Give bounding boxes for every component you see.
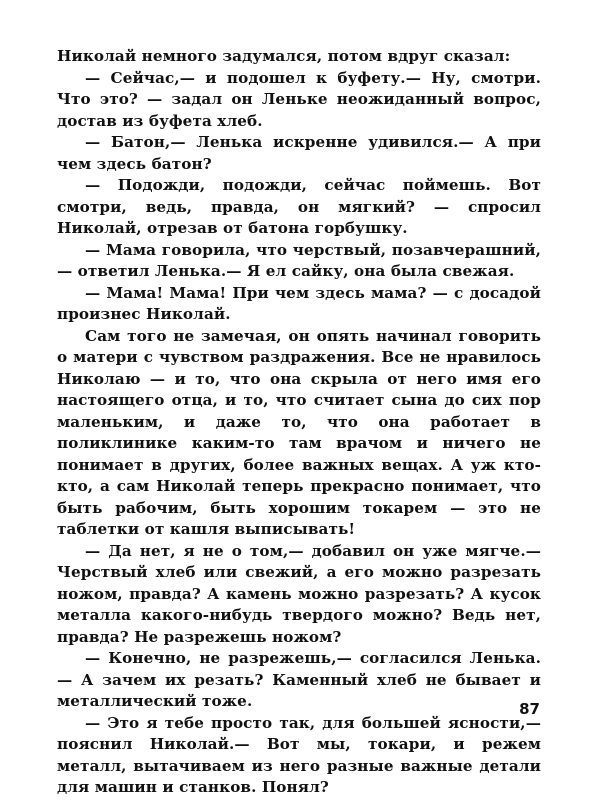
paragraph: Николай немного задумался, потом вдруг сказал: [57, 47, 511, 65]
paragraph: — Мама говорила, что черствый, позавчерашний,— ответил Ленька.— Я ел сайку, она была свежая. [57, 240, 541, 280]
paragraph: — Мама! Мама! При чем здесь мама? — с досадой произнес Николай. [57, 283, 541, 323]
paragraph: — Конечно, не разрежешь,— согласился Ленька.— А зачем их резать? Каменный хлеб не бывает и металлический тоже. [57, 649, 541, 710]
paragraph: — Подожди, подожди, сейчас поймешь. Вот смотри, ведь, правда, он мягкий? — спросил Николай, отрезав от батона горбушку. [57, 176, 541, 237]
paragraph: — Сейчас,— и подошел к буфету.— Ну, смотри. Что это? — задал он Леньке неожиданный вопрос, достав из буфета хлеб. [57, 68, 541, 130]
body-text [57, 46, 541, 799]
paragraph: — Да нет, я не о том,— добавил он уже мягче.— Черствый хлеб или свежий, а его можно разрезать ножом, правда? А камень можно разрезать? А кусок металла какого-нибудь твердого можно? Ведь нет, правда? Не разрежешь ножом? [57, 541, 541, 646]
page-number: 87 [519, 700, 540, 718]
paragraph: Сам того не замечая, он опять начинал говорить о матери с чувством раздражения. Все не нравилось Николаю — и то, что она скрыла от него имя его настоящего отца, и то, что считает сына до сих пор маленьким, и даже то, что она работает в поликлинике каким-то там врачом и ничего не понимает в других, более важных вещах. А уж кто-кто, а сам Николай теперь прекрасно понимает, что быть рабочим, быть хорошим токарем — это не таблетки от кашля выписывать! [57, 326, 541, 538]
paragraph: — Это я тебе просто так, для большей ясности,— пояснил Николай.— Вот мы, токари, и режем металл, вытачиваем из него разные важные детали для машин и станков. Понял? [57, 713, 541, 796]
paragraph: — Батон,— Ленька искренне удивился.— А при чем здесь батон? [57, 133, 541, 173]
